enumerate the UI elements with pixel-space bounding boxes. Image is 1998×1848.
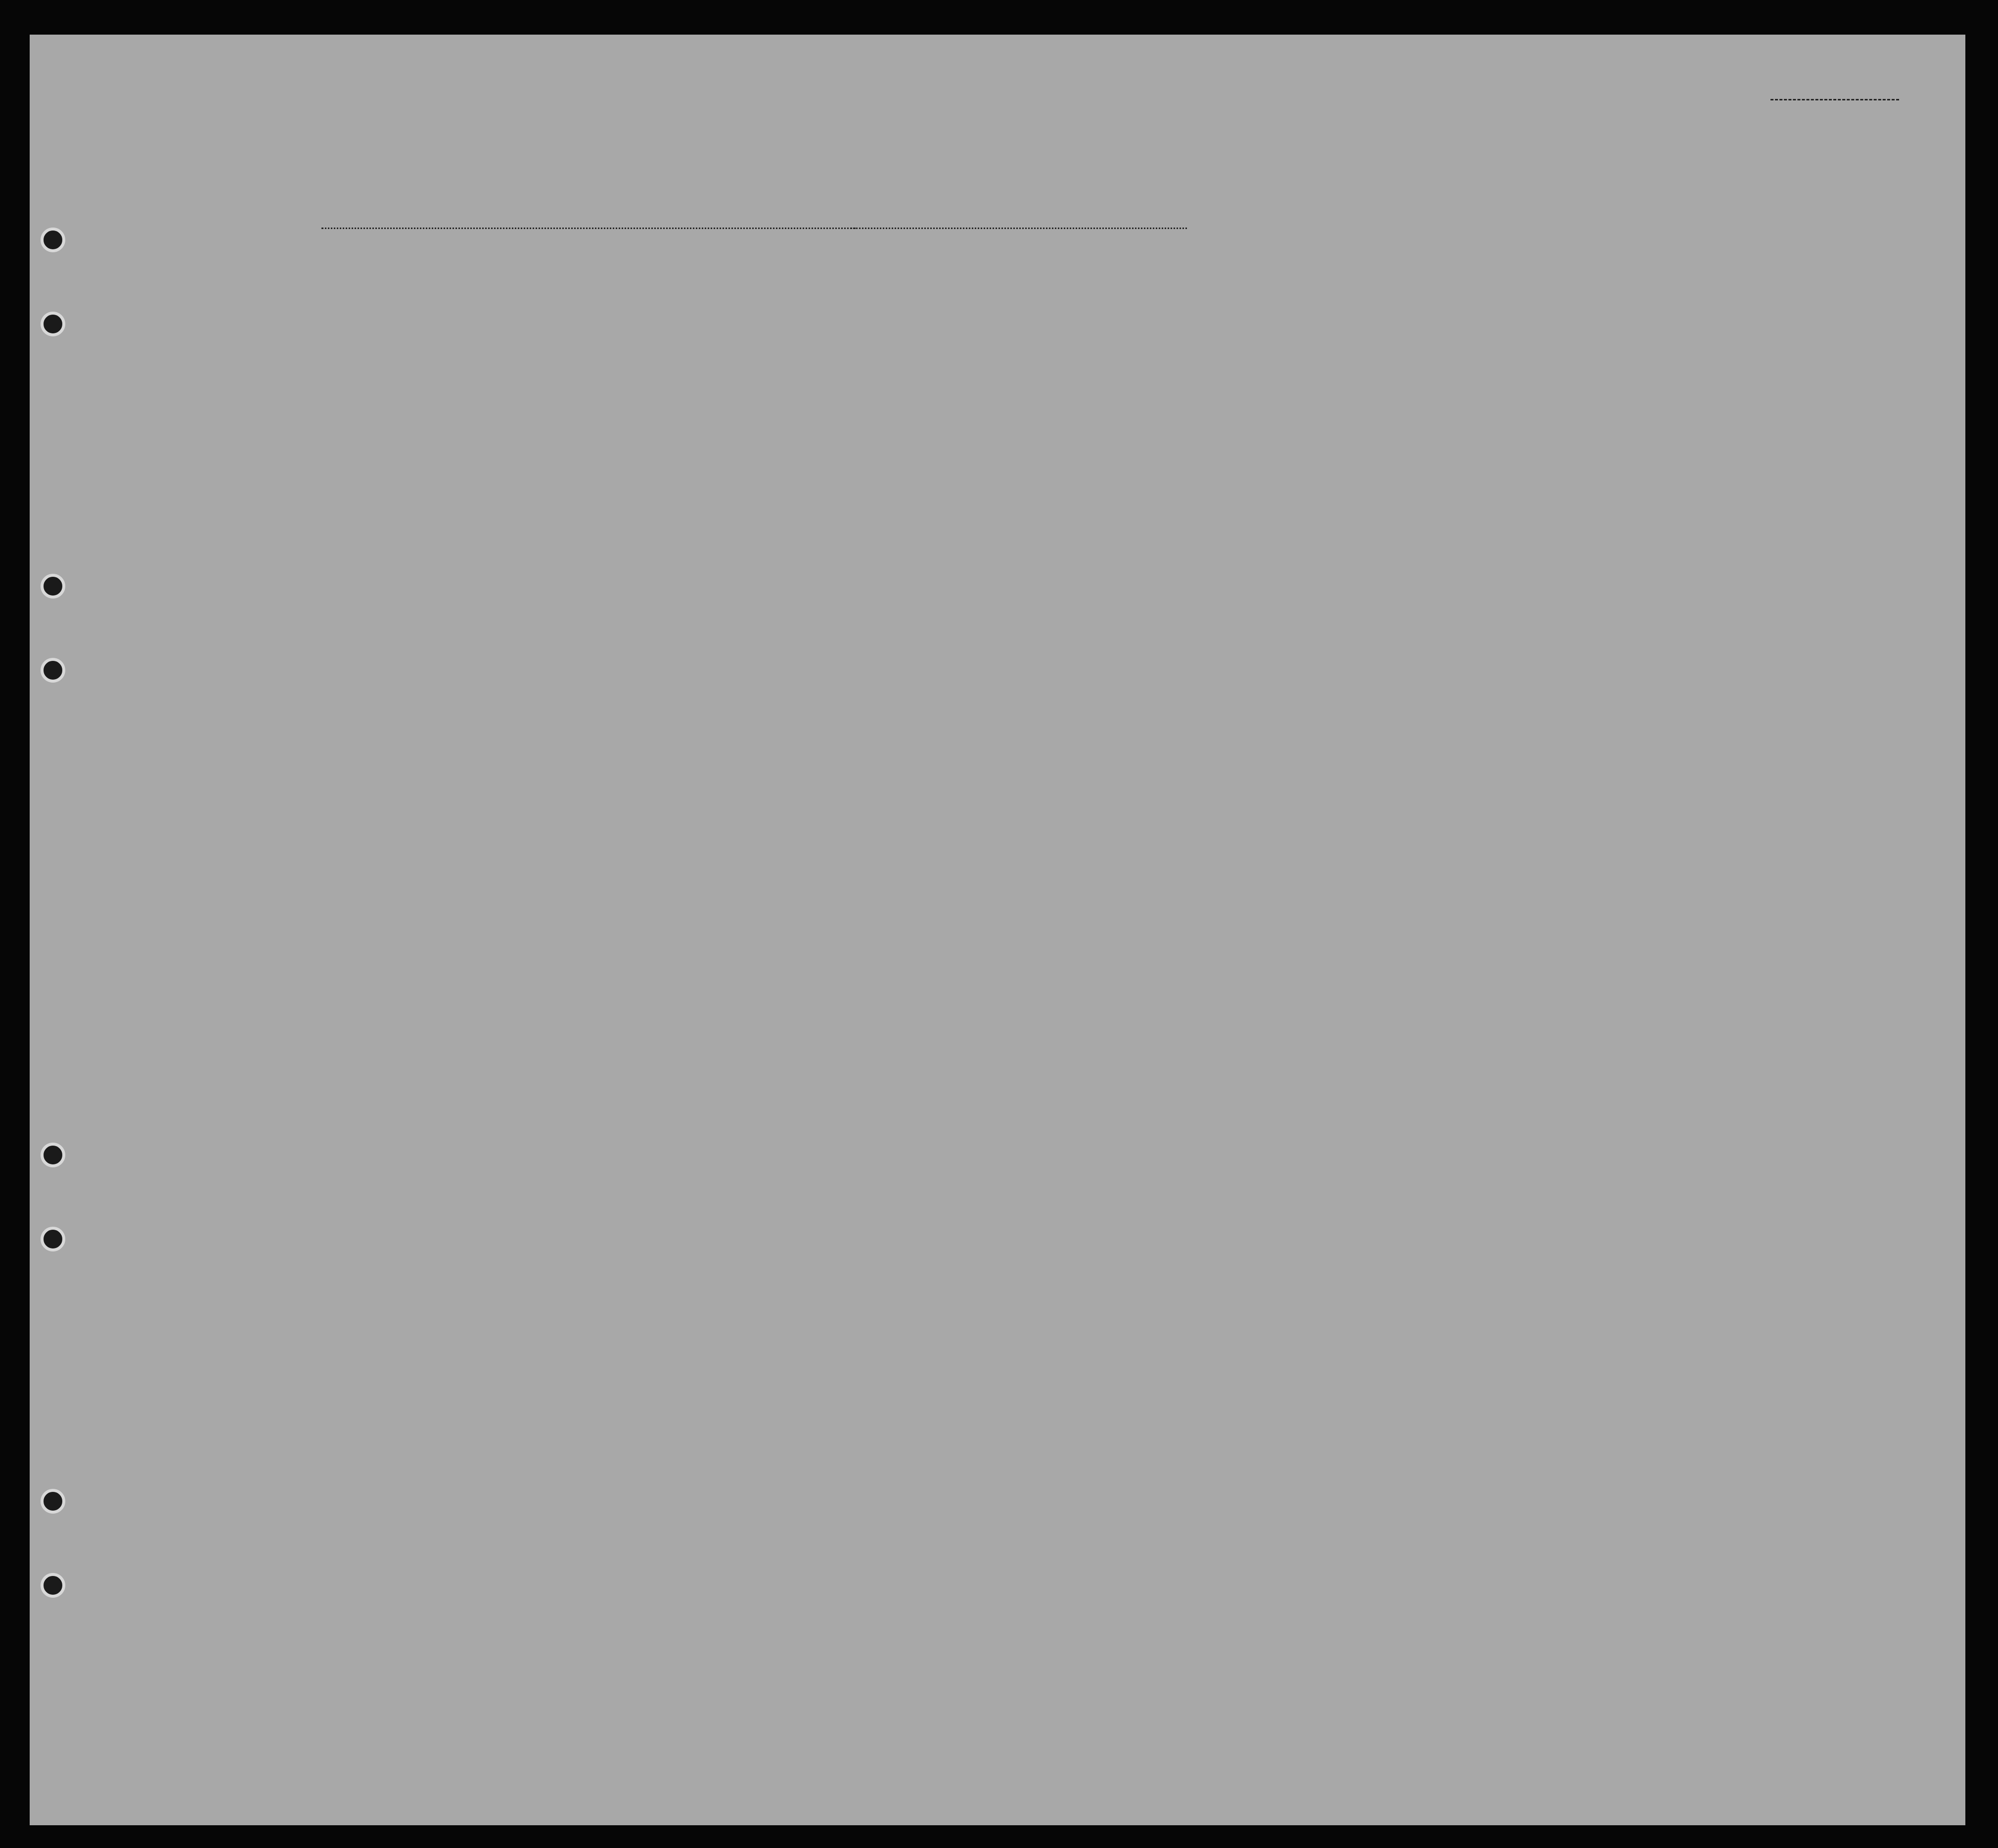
manifest-grid bbox=[30, 35, 1965, 1825]
manifest-sheet bbox=[30, 35, 1965, 1825]
